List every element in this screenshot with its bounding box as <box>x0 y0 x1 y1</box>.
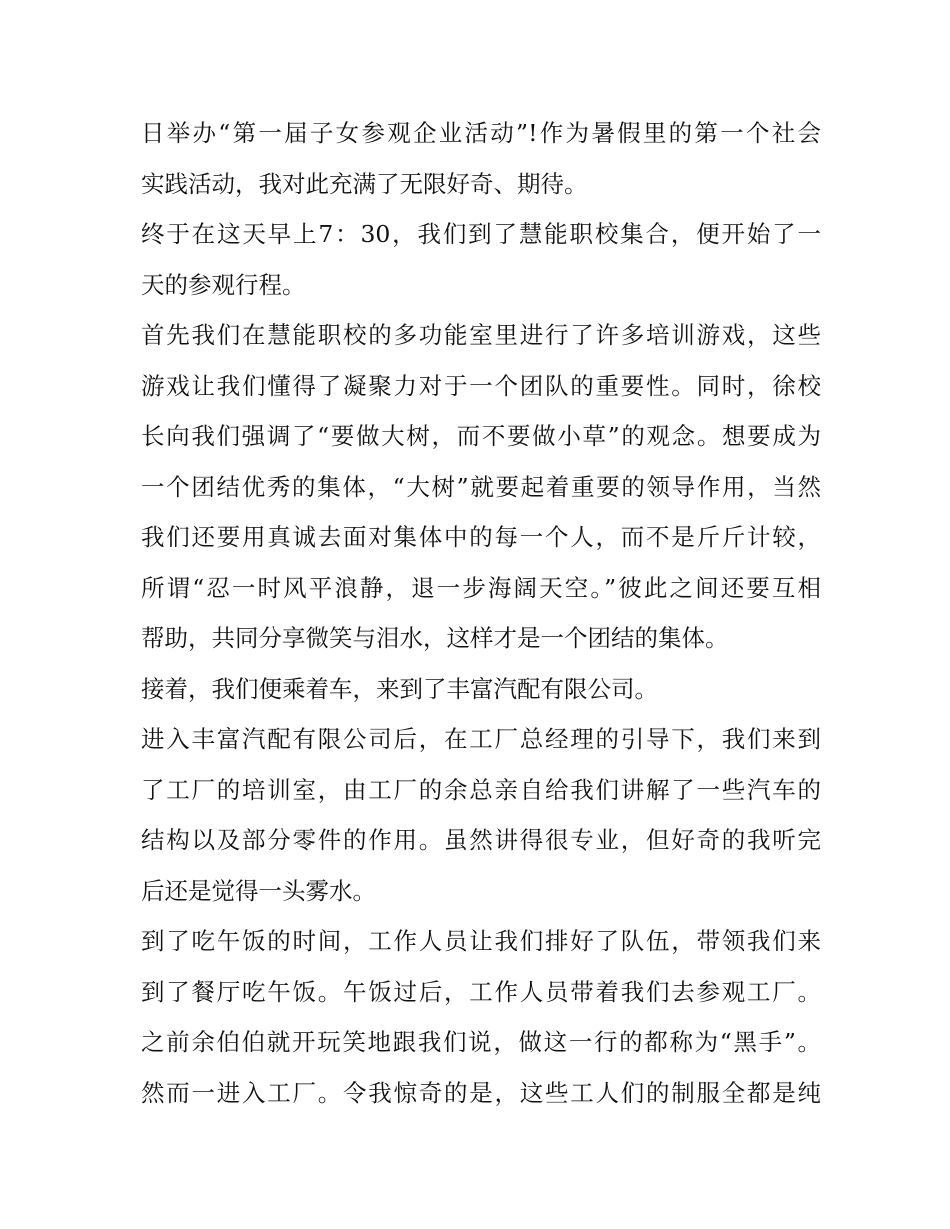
text-line: 后还是觉得一头雾水。 <box>141 876 376 905</box>
text-line: 接着，我们便乘着车，来到了丰富汽配有限公司。 <box>141 674 658 703</box>
text-line: 游戏让我们懂得了凝聚力对于一个团队的重要性。同时，徐校 <box>141 371 821 400</box>
text-line: 天的参观行程。 <box>141 270 306 299</box>
text-line: 日举办“第一届子女参观企业活动”!作为暑假里的第一个社会 <box>141 119 821 147</box>
text-line: 一个团结优秀的集体，“大树”就要起着重要的领导作用，当然 <box>141 472 821 501</box>
text-line: 然而一进入工厂。令我惊奇的是，这些工人们的制服全都是纯 <box>141 1078 821 1107</box>
text-line: 了工厂的培训室，由工厂的余总亲自给我们讲解了一些汽车的 <box>141 775 821 804</box>
text-line: 帮助，共同分享微笑与泪水，这样才是一个团结的集体。 <box>141 624 729 652</box>
text-line: 到了餐厅吃午饭。午饭过后，工作人员带着我们去参观工厂。 <box>141 977 821 1006</box>
text-line: 长向我们强调了“要做大树，而不要做小草”的观念。想要成为 <box>141 422 821 450</box>
text-line: 首先我们在慧能职校的多功能室里进行了许多培训游戏，这些 <box>141 321 821 349</box>
document-body <box>141 108 821 1118</box>
text-line: 终于在这天早上7：30，我们到了慧能职校集合，便开始了一 <box>141 220 821 248</box>
text-line: 结构以及部分零件的作用。虽然讲得很专业，但好奇的我听完 <box>141 826 821 854</box>
text-line: 之前余伯伯就开玩笑地跟我们说，做这一行的都称为“黑手”。 <box>141 1028 821 1056</box>
text-line: 所谓“忍一时风平浪静，退一步海阔天空。”彼此之间还要互相 <box>141 573 821 602</box>
text-line: 实践活动，我对此充满了无限好奇、期待。 <box>141 169 588 198</box>
text-line: 进入丰富汽配有限公司后，在工厂总经理的引导下，我们来到 <box>141 725 821 753</box>
text-line: 我们还要用真诚去面对集体中的每一个人，而不是斤斤计较， <box>141 523 821 551</box>
text-line: 到了吃午饭的时间，工作人员让我们排好了队伍，带领我们来 <box>141 927 821 955</box>
